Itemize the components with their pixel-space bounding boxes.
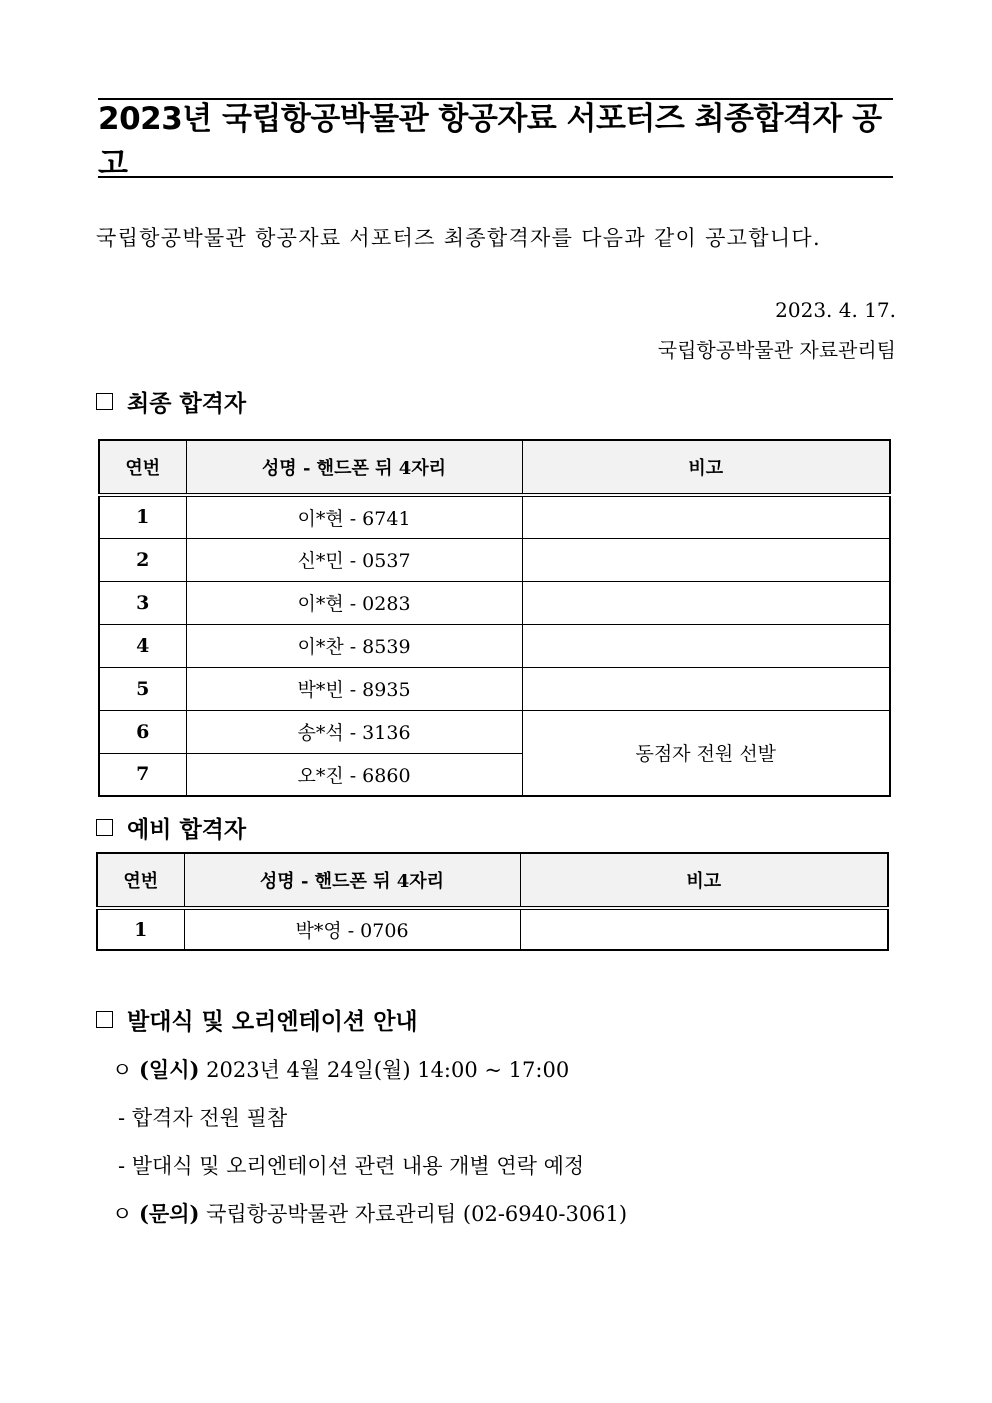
table-row [99, 538, 890, 581]
row-no: 4 [99, 624, 186, 667]
row-name: 이*찬 - 8539 [186, 624, 522, 667]
schedule-value: 2023년 4월 24일(월) 14:00 ~ 17:00 [206, 1058, 570, 1082]
contact-line [112, 1198, 627, 1228]
row-no: 5 [99, 667, 186, 710]
section-reserve-heading [96, 811, 246, 844]
section-final-heading [96, 385, 246, 418]
table-row [99, 710, 890, 753]
column-header-name: 성명 - 핸드폰 뒤 4자리 [186, 440, 522, 495]
schedule-line [112, 1054, 569, 1084]
organization-name: 국립항공박물관 자료관리팀 [657, 338, 896, 362]
row-no: 7 [99, 753, 186, 796]
table-header-row [97, 853, 888, 908]
column-header-note: 비고 [520, 853, 888, 908]
row-note [520, 908, 888, 950]
checkbox-square-icon [96, 1011, 113, 1028]
schedule-label: (일시) [138, 1057, 200, 1082]
row-name: 이*현 - 0283 [186, 581, 522, 624]
circle-bullet-icon: ㅇ [112, 1058, 133, 1082]
section-orientation-label: 발대식 및 오리엔테이션 안내 [127, 1009, 418, 1035]
row-name: 오*진 - 6860 [186, 753, 522, 796]
page-title: 2023년 국립항공박물관 항공자료 서포터즈 최종합격자 공고 [98, 101, 882, 182]
table-row [97, 908, 888, 950]
circle-bullet-icon: ㅇ [112, 1202, 133, 1226]
section-final-label: 최종 합격자 [127, 391, 247, 417]
intro-text: 국립항공박물관 항공자료 서포터즈 최종합격자를 다음과 같이 공고합니다. [96, 226, 821, 250]
final-passers-table [98, 439, 891, 797]
row-name: 송*석 - 3136 [186, 710, 522, 753]
row-no: 1 [97, 908, 184, 950]
column-header-name: 성명 - 핸드폰 뒤 4자리 [184, 853, 520, 908]
attendance-note: - 합격자 전원 필참 [118, 1106, 288, 1130]
table-header-row [99, 440, 890, 495]
reserve-passers-table [96, 852, 889, 951]
row-name: 이*현 - 6741 [186, 495, 522, 538]
title-box [98, 98, 893, 182]
row-name: 박*빈 - 8935 [186, 667, 522, 710]
table-row [99, 667, 890, 710]
notice-date: 2023. 4. 17. [775, 298, 896, 322]
row-no: 2 [99, 538, 186, 581]
row-no: 6 [99, 710, 186, 753]
row-no: 3 [99, 581, 186, 624]
contact-plan-note: - 발대식 및 오리엔테이션 관련 내용 개별 연락 예정 [118, 1154, 585, 1178]
row-note [522, 495, 890, 538]
contact-value: 국립항공박물관 자료관리팀 (02-6940-3061) [206, 1202, 628, 1226]
row-note [522, 624, 890, 667]
row-note-merged: 동점자 전원 선발 [522, 710, 890, 796]
column-header-no: 연번 [99, 440, 186, 495]
table-row [99, 495, 890, 538]
row-note [522, 667, 890, 710]
column-header-note: 비고 [522, 440, 890, 495]
row-note [522, 581, 890, 624]
checkbox-square-icon [96, 393, 113, 410]
row-name: 신*민 - 0537 [186, 538, 522, 581]
checkbox-square-icon [96, 819, 113, 836]
table-row [99, 624, 890, 667]
row-no: 1 [99, 495, 186, 538]
column-header-no: 연번 [97, 853, 184, 908]
row-note [522, 538, 890, 581]
row-name: 박*영 - 0706 [184, 908, 520, 950]
contact-label: (문의) [138, 1201, 200, 1226]
section-reserve-label: 예비 합격자 [127, 817, 247, 843]
table-row [99, 581, 890, 624]
section-orientation-heading [96, 1003, 418, 1036]
